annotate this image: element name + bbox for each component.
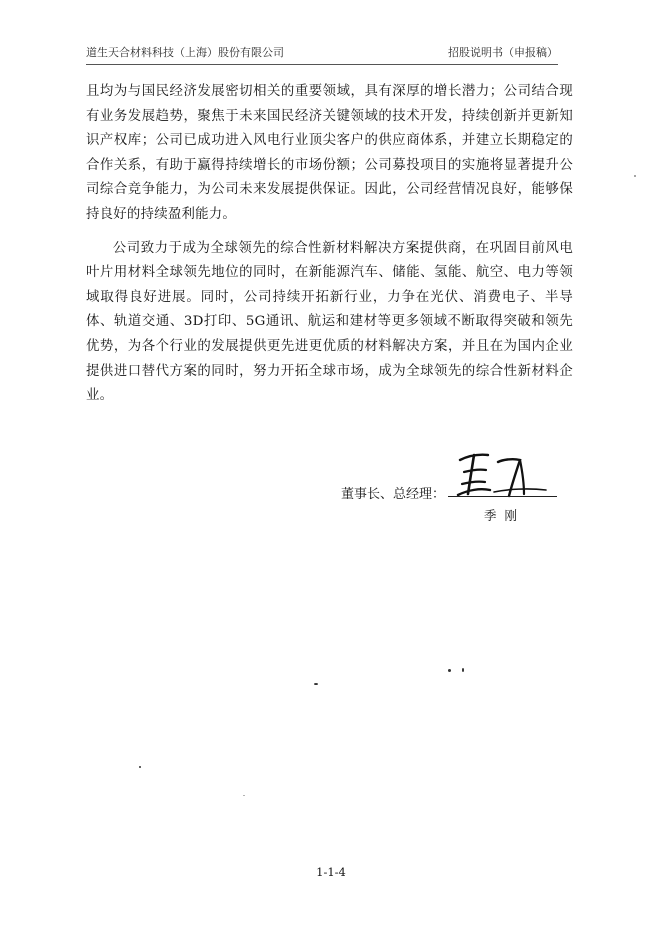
- scan-speck: [462, 668, 464, 672]
- paragraph-2: 公司致力于成为全球领先的综合性新材料解决方案提供商，在巩固目前风电叶片用材料全球领先地位的同时，在新能源汽车、储能、氢能、航空、电力等领域取得良好进展。同时，公司持续开拓新行业，力争在光伏、消费电子、半导体、轨道交通、3D打印、5G通讯、航运和建材等更多领域不断取得突破和领先优势，为各个行业的发展提供更先进更优质的材料解决方案，并且在为国内企业提供进口替代方案的同时，努力开拓全球市场，成为全球领先的综合性新材料企业。: [86, 240, 573, 404]
- header-company-name: 道生天合材料科技（上海）股份有限公司: [86, 46, 284, 59]
- body-text: [86, 80, 573, 409]
- scan-speck: [314, 683, 318, 685]
- signatory-title: 董事长、总经理：: [341, 487, 446, 502]
- scan-speck: [139, 766, 141, 768]
- scan-speck: [243, 795, 245, 796]
- paragraph-1: 且均为与国民经济发展密切相关的重要领域，具有深厚的增长潜力；公司结合现有业务发展趋势，聚焦于未来国民经济关键领域的技术开发，持续创新并更新知识产权库；公司已成功进入风电行业顶尖客户的供应商体系，并建立长期稳定的合作关系，有助于赢得持续增长的市场份额；公司募投项目的实施将显著提升公司综合竞争能力，为公司未来发展提供保证。因此，公司经营情况良好，能够保持良好的持续盈利能力。: [86, 84, 573, 222]
- header-document-type: 招股说明书（申报稿）: [448, 46, 558, 59]
- scan-speck: [448, 669, 451, 672]
- signatory-name: 季刚: [484, 508, 526, 523]
- scan-speck: [634, 175, 636, 177]
- signature-line: [448, 496, 557, 497]
- page-header: [86, 44, 558, 65]
- handwritten-signature: [454, 448, 550, 502]
- page-number: 1-1-4: [316, 865, 346, 879]
